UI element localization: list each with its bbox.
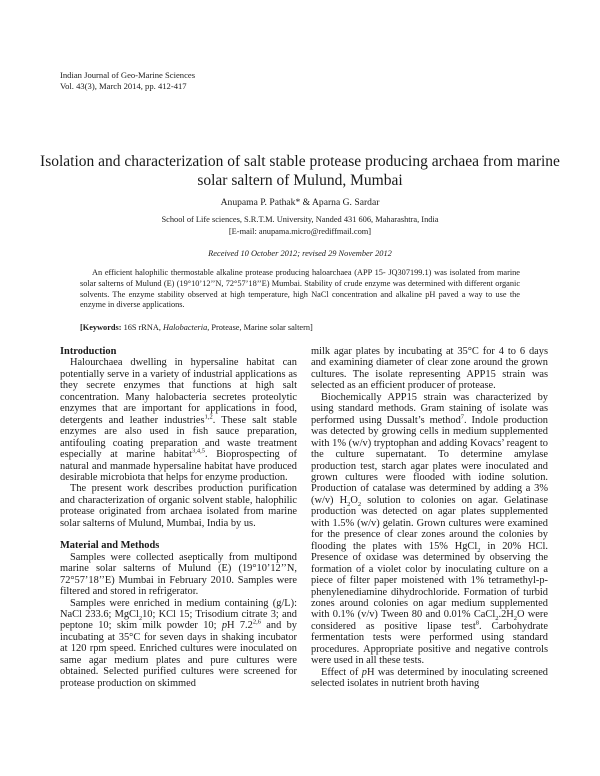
right-paragraph-1: Biochemically APP15 strain was characterized by using standard methods. Gram staining of isolate was performed using Dussalt’s method$^7$. Indole production was detected by growing cells in medium supplemented with 1% (w/v) tryptophan and adding Kovacs’ reagent to the culture supernatant. To determine amylase production test, starch agar plates were inoculated and grown cultures were flooded with iodine solution. Production of catalase was determined by adding a 3% (w/v) $H_2O_2$ solution to colonies on agar. Gelatinase production was detected on agar plates supplemented with 1.5% (w/v) gelatin. Grown cultures were examined for the presence of clear zones around the colonies by flooding the plates with 15% HgCl$_2$ in 20% HCl. Presence of oxidase was determined by observing the formation of a violet color by inoculating culture on a piece of filter paper moistened with 1% tetramethyl-p-phenylenediamine dihydrochloride. Formation of turbid zones around colonies on agar medium supplemented with 0.1% (v/v) Tween 80 and 0.01% $CaCl_2.2H_2O$ were considered as positive lipase test$^8$. Carbohydrate fermentation tests were performed using standard procedures. Appropriate positive and negative controls were used in all these tests.: [311, 391, 549, 667]
affiliation-block: [0, 214, 600, 238]
email: [E-mail: anupama.micro@rediffmail.com]: [228, 227, 372, 236]
intro-paragraph-1: Halourchaea dwelling in hypersaline habitat can potentially serve in a variety of industrial applications as they secrete enzymes that functions at high salt concentration. Many halobacteria secretes proteolytic enzymes that are important for applications in food, detergents and leather industries$^{1,2}$. These salt stable enzymes are also used in fish sauce preparation, antifouling coating preparation and waste treatment especially at marine habitat$^{3,4,5}$. Bioprospecting of natural and manmade hypersaline habitat have produced desirable microbiota that helps for enzyme production.: [60, 357, 297, 483]
intro-heading: Introduction: [60, 346, 117, 357]
keywords-text: 16S rRNA,: [123, 323, 161, 332]
paper-title: Isolation and characterization of salt stable protease producing archaea from marine solar saltern of Mulund, Mumbai: [40, 153, 560, 189]
right-paragraph-0: milk agar plates by incubating at 35°C for 4 to 6 days and examining diameter of clear zone around the grown cultures. The isolate representing APP15 strain was selected as an efficient producer of protease.: [311, 346, 548, 392]
methods-heading: Material and Methods: [60, 540, 160, 552]
methods-paragraph-2: Samples were enriched in medium containing (g/L): NaCl 233.6; MgCl$_2$10; KCl 15; Trisodium citrate 3; and peptone 10; skim milk powder 10; pH 7.2$^{2,6}$ and by incubating at 35°C for seven days in shaking incubator at 120 rpm speed. Enriched cultures were inoculated on same agar medium plates and pure cultures were obtained. Selected purified cultures were screened for protease production on skimmed: [60, 597, 298, 689]
keywords-italic: Halobacteria: [162, 323, 208, 332]
journal-name: Indian Journal of Geo-Marine Sciences: [60, 70, 196, 80]
abstract: An efficient halophilic thermostable alkaline protease producing haloarchaea (APP 15- JQ307199.1) was isolated from marine solar salterns of Mulund (E) (19°10’12’’N, 72°57’18’’E) Mumbai. Stability of crude enzyme was determined with different organic solvents. The enzyme stability observed at high temperature, high NaCl concentration and alkaline pH paved a way to use the enzyme in diverse applications.: [80, 268, 520, 310]
intro-paragraph-2: The present work describes production purification and characterization of organic solvent stable, halophilic protease originated from archaea isolated from marine solar salterns of Mulund, Mumbai, India by us.: [60, 483, 297, 529]
methods-paragraph-1: Samples were collected aseptically from multipond marine solar salterns of Mulund (E) (19°10’12’’N, 72°57’18’’E) Mumbai in February 2010. Samples were filtered and stored in refrigerator.: [60, 551, 297, 598]
left-column: [60, 346, 297, 689]
journal-header: [60, 70, 195, 92]
authors: Anupama P. Pathak* & Aparna G. Sardar: [220, 197, 380, 208]
received-dates: Received 10 October 2012; revised 29 November 2012: [208, 249, 392, 258]
right-column: [311, 346, 548, 690]
keywords-rest: , Protease, Marine solar saltern]: [207, 323, 313, 332]
right-paragraph-2: Effect of pH was determined by inoculating screened selected isolates in nutrient broth having: [311, 666, 549, 690]
affiliation: School of Life sciences, S.R.T.M. University, Nanded 431 606, Maharashtra, India: [161, 215, 439, 224]
journal-volume: Vol. 43(3), March 2014, pp. 412-417: [60, 81, 187, 91]
keywords: [80, 323, 520, 332]
keywords-label: [Keywords:: [80, 323, 122, 332]
